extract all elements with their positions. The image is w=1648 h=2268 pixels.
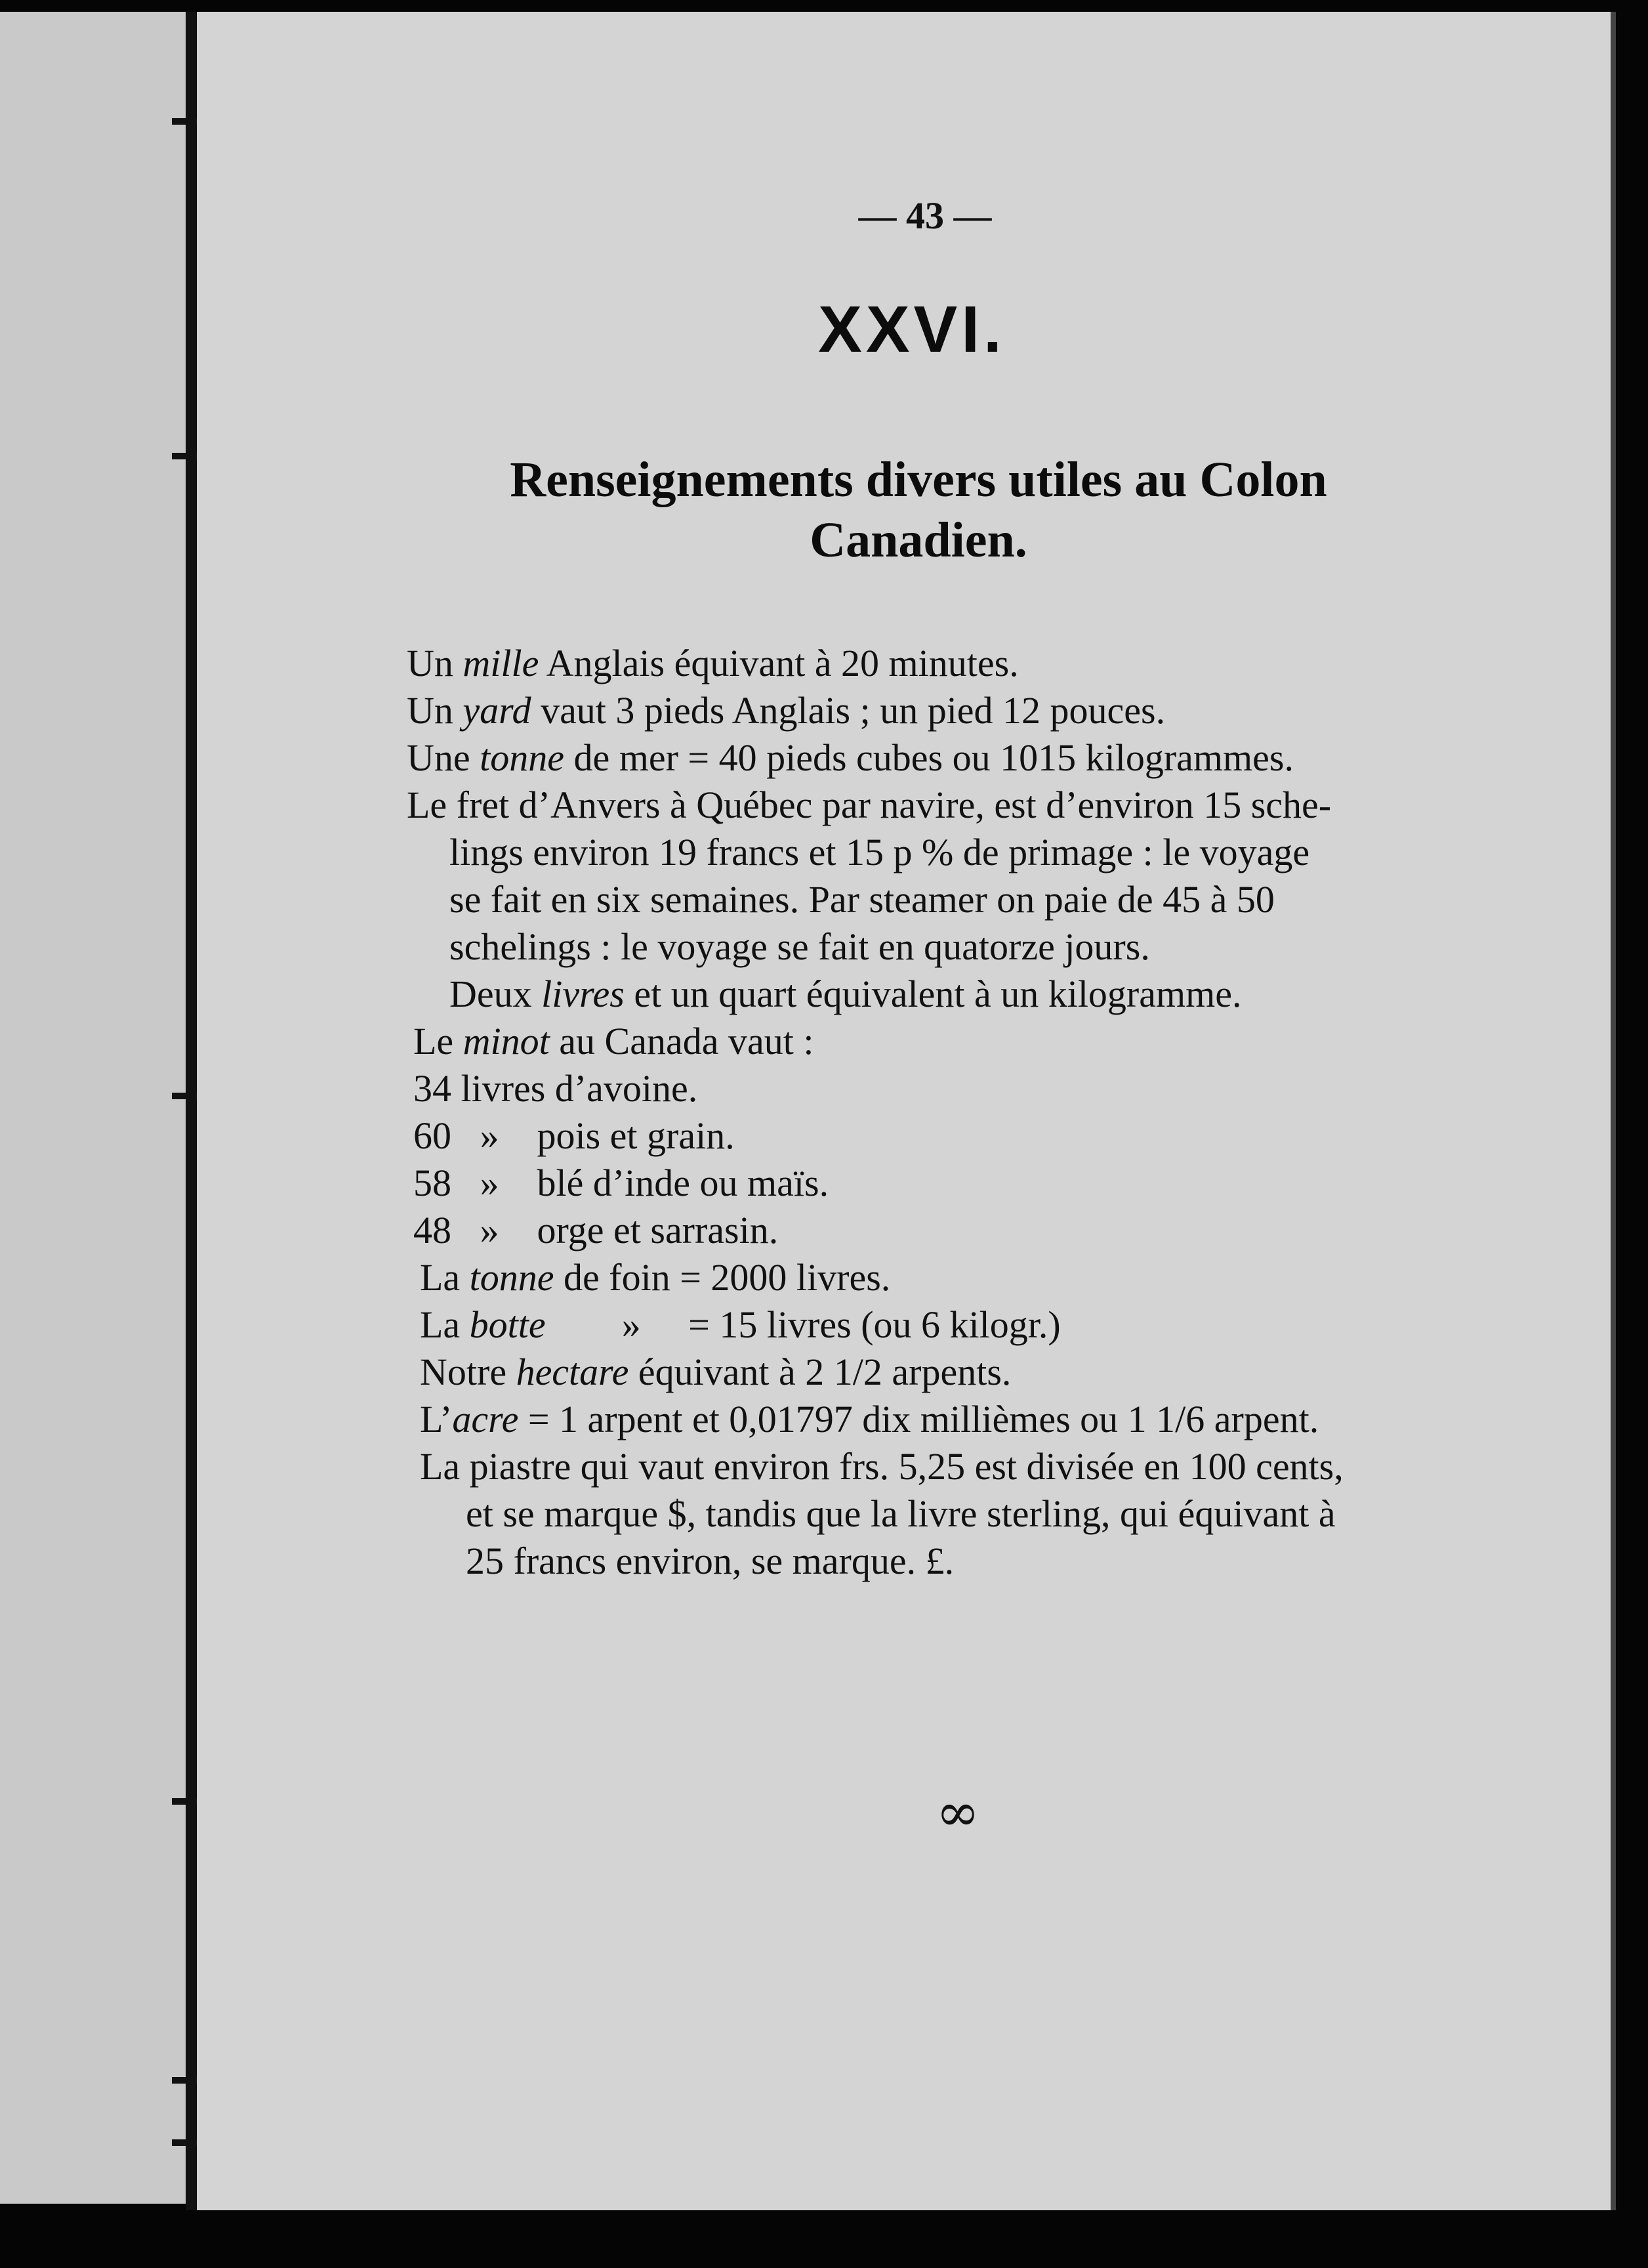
- text-line: La botte » = 15 livres (ou 6 kilogr.): [420, 1303, 1061, 1346]
- text-line: lings environ 19 francs et 15 p % de primage : le voyage: [449, 831, 1310, 873]
- text-line: 25 francs environ, se marque. £.: [466, 1540, 955, 1582]
- text-line: Un yard vaut 3 pieds Anglais ; un pied 12 pouces.: [407, 689, 1166, 732]
- facing-page-fragment: [0, 12, 190, 2204]
- text-line: Deux livres et un quart équivalent à un kilogramme.: [449, 973, 1242, 1015]
- text-line: 58 » blé d’inde ou maïs.: [413, 1162, 829, 1204]
- section-title-line: Canadien.: [810, 513, 1027, 568]
- text-line: et se marque $, tandis que la livre sterling, qui équivant à: [466, 1492, 1336, 1535]
- text-line: La tonne de foin = 2000 livres.: [420, 1256, 891, 1299]
- page-edge: [1611, 12, 1616, 2210]
- section-title-line: Renseignements divers utiles au Colon: [510, 452, 1327, 507]
- text-line: 60 » pois et grain.: [413, 1114, 735, 1157]
- text-line: schelings : le voyage se fait en quatorze jours.: [449, 925, 1150, 968]
- text-line: Le minot au Canada vaut :: [413, 1020, 814, 1062]
- text-line: L’acre = 1 arpent et 0,01797 dix millièmes ou 1 1/6 arpent.: [420, 1398, 1319, 1440]
- text-line: Notre hectare équivant à 2 1/2 arpents.: [420, 1351, 1012, 1393]
- text-line: 34 livres d’avoine.: [413, 1067, 698, 1110]
- text-line: 48 » orge et sarrasin.: [413, 1209, 779, 1251]
- text-line: Un mille Anglais équivant à 20 minutes.: [407, 642, 1019, 684]
- ornament-icon: ∞: [936, 1782, 980, 1843]
- binding-stitch-line: [186, 12, 196, 2210]
- page-number: — 43 —: [858, 194, 992, 237]
- text-line: Le fret d’Anvers à Québec par navire, est d’environ 15 sche-: [407, 784, 1332, 826]
- section-title: [459, 450, 1378, 570]
- text-line: Une tonne de mer = 40 pieds cubes ou 1015 kilogrammes.: [407, 736, 1294, 779]
- text-line: se fait en six semaines. Par steamer on paie de 45 à 50: [449, 878, 1275, 921]
- text-line: La piastre qui vaut environ frs. 5,25 est divisée en 100 cents,: [420, 1445, 1344, 1488]
- chapter-heading: XXVI.: [818, 293, 1006, 366]
